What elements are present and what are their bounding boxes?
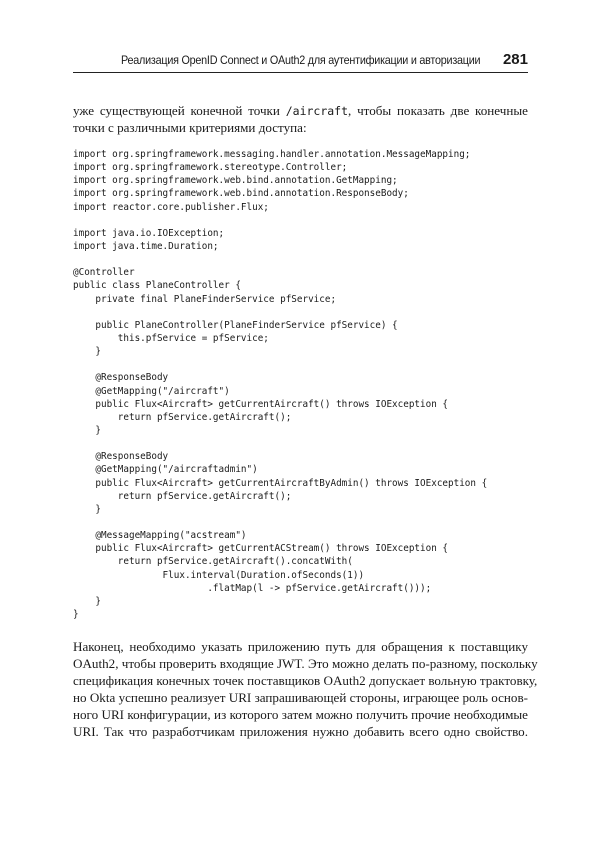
code-line: return pfService.getAircraft().concatWith(: [73, 556, 353, 568]
closing-line: спецификация конечных точек поставщиков OAuth2 допускает вольную трактовку,: [73, 673, 538, 689]
code-line: [73, 214, 533, 227]
code-line: import reactor.core.publisher.Flux;: [73, 201, 269, 213]
running-header: [73, 50, 528, 73]
code-line: return pfService.getAircraft();: [73, 411, 292, 423]
code-line: @GetMapping("/aircraft"): [73, 385, 230, 397]
inline-code-endpoint: /aircraft: [285, 104, 349, 118]
code-line: [73, 437, 533, 450]
code-listing: [73, 148, 533, 621]
code-line: [73, 358, 533, 371]
code-line: @ResponseBody: [73, 451, 169, 463]
closing-line: ного URI конфигурации, из которого затем можно получить прочие необходимые: [73, 707, 528, 723]
code-line: [73, 516, 533, 529]
code-line: }: [73, 346, 101, 358]
code-line: @GetMapping("/aircraftadmin"): [73, 464, 258, 476]
code-line: }: [73, 503, 101, 515]
closing-paragraph: [73, 638, 538, 741]
code-line: public PlaneController(PlaneFinderService pfService) {: [73, 319, 398, 331]
code-line: }: [73, 595, 101, 607]
code-line: public class PlaneController {: [73, 280, 241, 292]
code-line: [73, 253, 533, 266]
code-line: @MessageMapping("acstream"): [73, 530, 247, 542]
code-line: public Flux<Aircraft> getCurrentAircraft() throws IOException {: [73, 398, 449, 410]
intro-paragraph: [73, 102, 528, 136]
running-header-title: Реализация OpenID Connect и OAuth2 для аутентификации и авторизации: [120, 54, 480, 67]
closing-line: Наконец, необходимо указать приложению путь для обращения к поставщику: [73, 639, 528, 654]
intro-line-2: точки с различными критериями доступа:: [73, 120, 307, 136]
code-line: }: [73, 608, 79, 620]
code-line: import org.springframework.web.bind.annotation.GetMapping;: [73, 175, 398, 187]
code-line: import org.springframework.stereotype.Controller;: [73, 162, 348, 174]
code-line: return pfService.getAircraft();: [73, 490, 292, 502]
code-line: import java.io.IOException;: [73, 227, 225, 239]
code-line: .flatMap(l -> pfService.getAircraft()));: [73, 582, 432, 594]
code-line: Flux.interval(Duration.ofSeconds(1)): [73, 569, 365, 581]
code-line: public Flux<Aircraft> getCurrentAircraftByAdmin() throws IOException {: [73, 477, 488, 489]
code-line: import org.springframework.messaging.handler.annotation.MessageMapping;: [73, 149, 471, 160]
code-line: this.pfService = pfService;: [73, 332, 269, 344]
closing-line: но Okta успешно реализует URI запрашивающей стороны, играющее роль основ-: [73, 690, 528, 706]
code-line: public Flux<Aircraft> getCurrentACStream() throws IOException {: [73, 543, 449, 555]
closing-line: OAuth2, чтобы проверить входящие JWT. Это можно делать по-разному, поскольку: [73, 656, 538, 672]
code-line: [73, 306, 533, 319]
intro-line-1: уже существующей конечной точки /aircraft, чтобы показать две конечные: [73, 103, 528, 118]
code-line: @Controller: [73, 267, 135, 279]
closing-line: URI. Так что разработчикам приложения нужно добавить всего одно свойство.: [73, 724, 528, 740]
code-line: private final PlaneFinderService pfService;: [73, 293, 337, 305]
code-line: import org.springframework.web.bind.annotation.ResponseBody;: [73, 188, 409, 200]
code-line: @ResponseBody: [73, 372, 169, 384]
page-number: 281: [502, 51, 528, 68]
code-line: import java.time.Duration;: [73, 240, 219, 252]
code-line: }: [73, 424, 101, 436]
